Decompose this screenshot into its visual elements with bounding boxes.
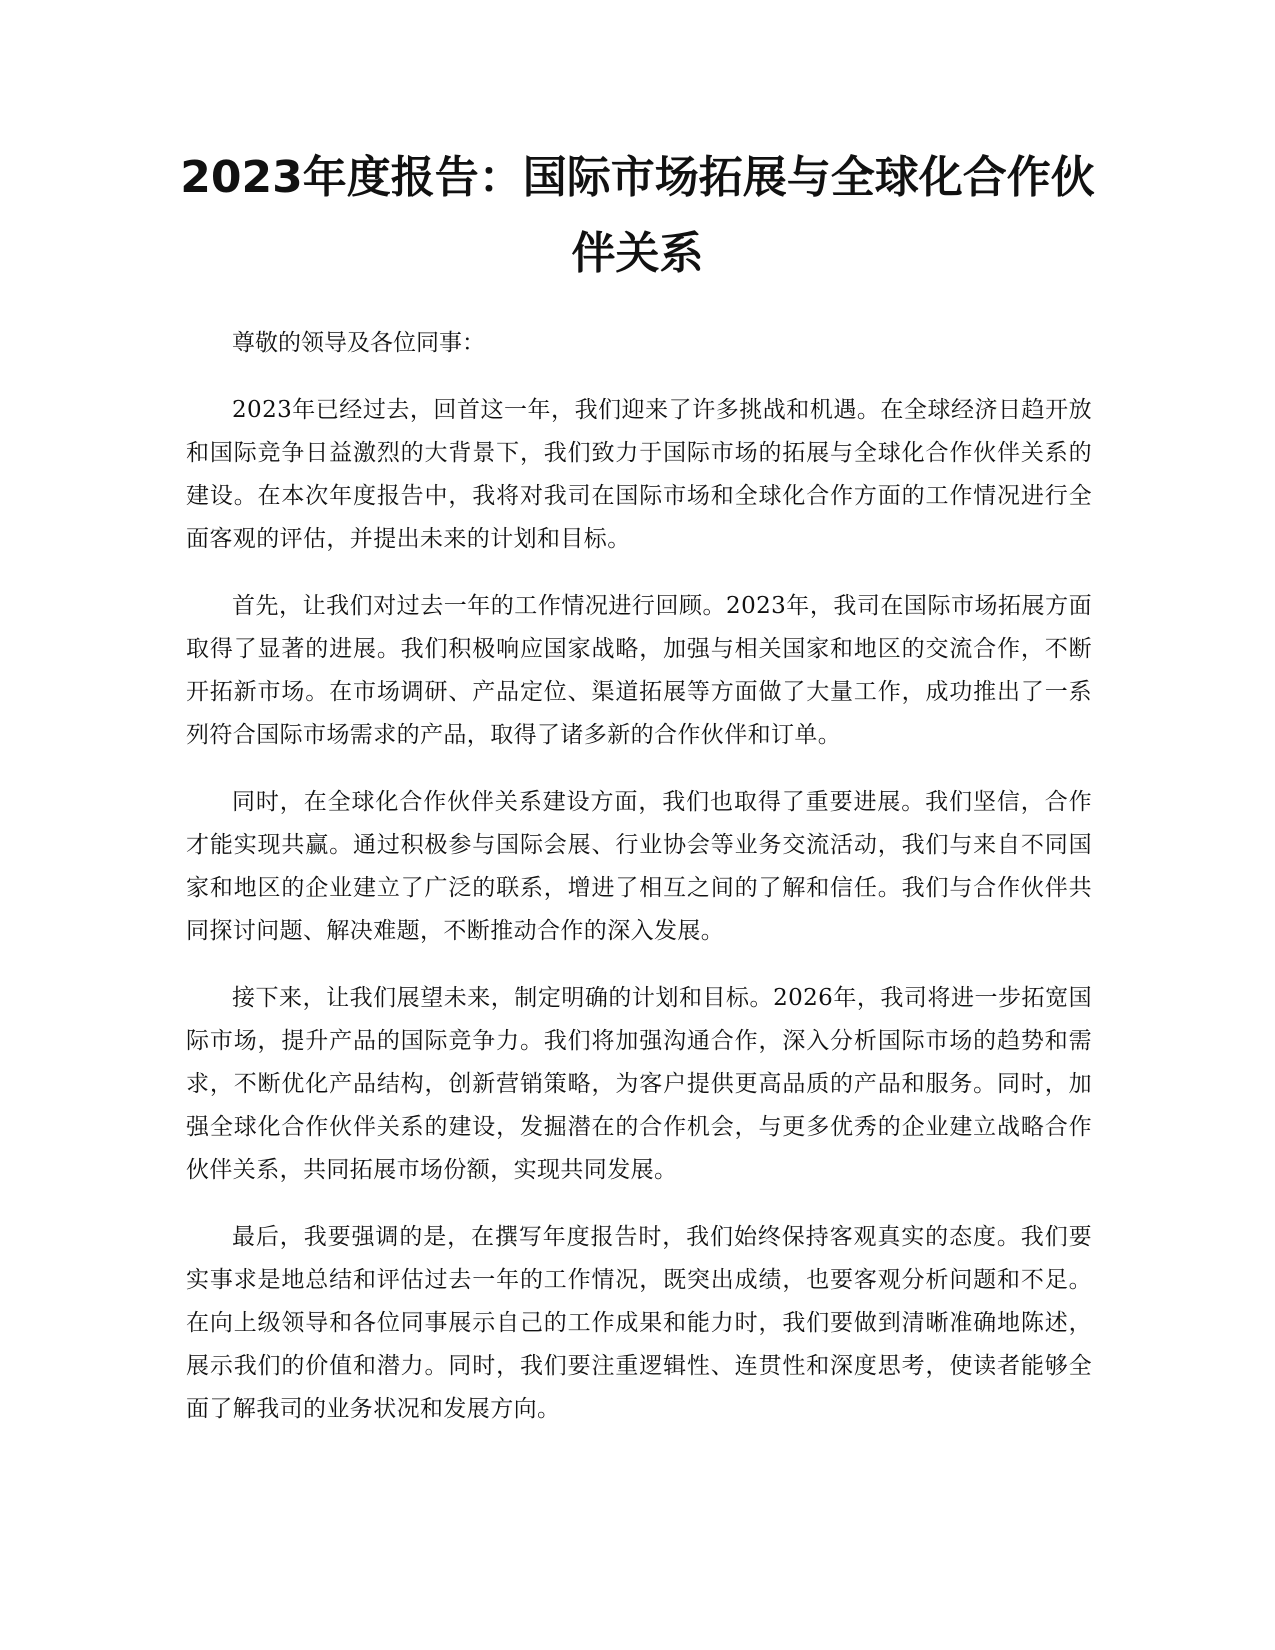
paragraph-5: 最后，我要强调的是，在撰写年度报告时，我们始终保持客观真实的态度。我们要实事求是地总结和评估过去一年的工作情况，既突出成绩，也要客观分析问题和不足。在向上级领导和各位同事展示自己的工作成果和能力时，我们要做到清晰准确地陈述，展示我们的价值和潜力。同时，我们要注重逻辑性、连贯性和深度思考，使读者能够全面了解我司的业务状况和发展方向。 — [186, 1224, 1092, 1422]
document-title: 2023年度报告：国际市场拓展与全球化合作伙伴关系 — [180, 152, 1095, 279]
paragraph-3: 同时，在全球化合作伙伴关系建设方面，我们也取得了重要进展。我们坚信，合作才能实现共赢。通过积极参与国际会展、行业协会等业务交流活动，我们与来自不同国家和地区的企业建立了广泛的联系，增进了相互之间的了解和信任。我们与合作伙伴共同探讨问题、解决难题，不断推动合作的深入发展。 — [186, 789, 1092, 944]
paragraph-1: 2023年已经过去，回首这一年，我们迎来了许多挑战和机遇。在全球经济日趋开放和国际竞争日益激烈的大背景下，我们致力于国际市场的拓展与全球化合作伙伴关系的建设。在本次年度报告中，我将对我司在国际市场和全球化合作方面的工作情况进行全面客观的评估，并提出未来的计划和目标。 — [186, 397, 1092, 552]
salutation: 尊敬的领导及各位同事： — [232, 330, 485, 356]
document-body — [186, 322, 1092, 1455]
paragraph-2: 首先，让我们对过去一年的工作情况进行回顾。2023年，我司在国际市场拓展方面取得了显著的进展。我们积极响应国家战略，加强与相关国家和地区的交流合作，不断开拓新市场。在市场调研、产品定位、渠道拓展等方面做了大量工作，成功推出了一系列符合国际市场需求的产品，取得了诸多新的合作伙伴和订单。 — [186, 593, 1092, 748]
paragraph-4: 接下来，让我们展望未来，制定明确的计划和目标。2026年，我司将进一步拓宽国际市场，提升产品的国际竞争力。我们将加强沟通合作，深入分析国际市场的趋势和需求，不断优化产品结构，创新营销策略，为客户提供更高品质的产品和服务。同时，加强全球化合作伙伴关系的建设，发掘潜在的合作机会，与更多优秀的企业建立战略合作伙伴关系，共同拓展市场份额，实现共同发展。 — [186, 985, 1092, 1183]
